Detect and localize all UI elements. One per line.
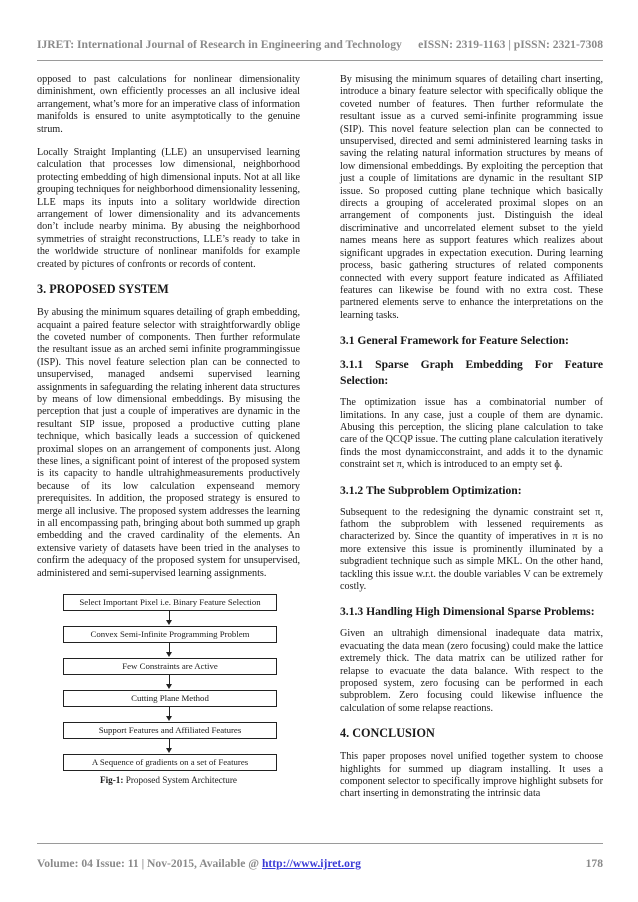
left-paragraph-2: Locally Straight Implanting (LLE) an unsupervised learning calculation that processes low dimensional, neighborhood protecting embedding of high dimensional inputs. Not at all like grouping techniques for neighborhood dimensionality lessening, LLE maps its inputs into a solitary worldwide direction arrangement of lower dimensionality and its advancements don’t include nearby minima. By abusing the neighborhood symmetries of straight reconstructions, LLE’s ready to take in the worldwide structure of nonlinear manifolds for example created by pictures of confronts or records of content. bbox=[37, 147, 300, 270]
heading-3-1: 3.1 General Framework for Feature Selection: bbox=[340, 334, 569, 348]
running-footer bbox=[37, 857, 603, 870]
footer-volume: Volume: 04 Issue: 11 | Nov-2015, Available @ bbox=[37, 857, 260, 870]
flow-box-1: Select Important Pixel i.e. Binary Feature Selection bbox=[63, 594, 277, 611]
flow-box-4: Cutting Plane Method bbox=[63, 690, 277, 707]
journal-link[interactable]: http://www.ijret.org bbox=[261, 857, 361, 870]
footer-left bbox=[37, 857, 361, 870]
journal-title: IJRET: International Journal of Research in Engineering and Technology bbox=[37, 38, 402, 51]
right-paragraph-5: This paper proposes novel unified together system to choose highlights for summed up diagram installing. It uses a component selector to specifically improve highlight subsets for chart inserting in demonstrating the intrinsic data bbox=[340, 751, 603, 800]
right-paragraph-2: The optimization issue has a combinatorial number of limitations. In any case, just a couple of them are dynamic. Abusing this perception, the slicing plane calculation to take care of the QCQP issue. The cutting plane calculation iteratively finds the most dynamicconstraint, and adds it to the dynamic constraint set π, which is introduced to an empty set ɸ. bbox=[340, 397, 603, 471]
right-paragraph-4: Given an ultrahigh dimensional inadequate data matrix, evacuating the data mean (zero focusing) could make the lattice extremely thick. The data matrix can be utilized rather for relapse to evacuate the data balance. With respect to the proposed system, zero focusing can be performed in each subproblem. Zero focusing could likewise influence the calculation of some relapse reactions. bbox=[340, 628, 603, 714]
header-rule bbox=[37, 60, 603, 61]
left-paragraph-3: By abusing the minimum squares detailing of graph embedding, acquaint a paired feature selector with straightforwardly oblige the coveted number of components. Then further reformulate the resultant issue as an arched semi infinite programmingissue (ISP). This novel feature selection plan can be connected to unsupervised, managed andsemi supervised learning assignments in safeguarding the relating inherent data structures by means of low dimensional embeddings. By misusing the perception that just a couple of imperatives are dynamic in the resultant SIP issue, proposed a productive cutting plane technique, which basically leads a succession of quickened proximal slopes on an arrangement of components just. Along these lines, a significant point of interest of the proposed system is its capacity to handle ultrahighmeasurements productively because of its low calculation expenseand memory prerequisites. In addition, the proposed strategy is ensured to merge all inclusive. The proposed system addresses the learning in all encompassing path, bringing about both summed up graph embedding and the craved cardinality of the elements. An extensive variety of datasets have been tried in the analyses to confirm the adequacy of the proposed system for unsupervised, administered and semi-supervised learning assignments. bbox=[37, 307, 300, 579]
heading-3-1-2: 3.1.2 The Subproblem Optimization: bbox=[340, 483, 522, 497]
flow-arrowhead-1 bbox=[166, 620, 172, 625]
right-paragraph-3: Subsequent to the redesigning the dynamic constraint set π, fathom the subproblem with lessened requirements as characterized by. Since the quantity of imperatives in π is no more extensive this issue is prominently illuminated by a subgradient technique such as simple MKL. On the other hand, tackling this issue w.r.t. the double variables V can be extremely costly. bbox=[340, 506, 603, 592]
issn-text: eISSN: 2319-1163 | pISSN: 2321-7308 bbox=[418, 38, 603, 51]
flow-arrowhead-4 bbox=[166, 716, 172, 721]
flow-box-3: Few Constraints are Active bbox=[63, 658, 277, 675]
section-heading-conclusion: 4. CONCLUSION bbox=[340, 726, 435, 741]
flow-arrowhead-3 bbox=[166, 684, 172, 689]
flow-box-5: Support Features and Affiliated Features bbox=[63, 722, 277, 739]
flow-box-6: A Sequence of gradients on a set of Features bbox=[63, 754, 277, 771]
heading-3-1-1: 3.1.1 Sparse Graph Embedding For Feature Selection: bbox=[340, 358, 603, 388]
figure-caption bbox=[37, 774, 300, 786]
heading-3-1-3: 3.1.3 Handling High Dimensional Sparse Problems: bbox=[340, 605, 595, 619]
figure-caption-text: Proposed System Architecture bbox=[125, 775, 238, 786]
section-heading-proposed-system: 3. PROPOSED SYSTEM bbox=[37, 282, 169, 297]
flow-box-2: Convex Semi-Infinite Programming Problem bbox=[63, 626, 277, 643]
page-number: 178 bbox=[585, 857, 603, 870]
figure-caption-label: Fig-1: bbox=[99, 775, 124, 786]
left-column bbox=[37, 74, 300, 794]
right-column bbox=[340, 74, 603, 812]
footer-rule bbox=[37, 843, 603, 844]
flow-arrowhead-5 bbox=[166, 748, 172, 753]
right-paragraph-1: By misusing the minimum squares of detailing chart inserting, introduce a binary feature selector with specifically oblique the coveted number of features. Then further reformulate the resultant issue as a curved semi-infinite programming issue (SIP). This novel feature selection plan can be connected to unsupervised, directed and semi administered learning tasks in saving the relating natural information structures by means of low dimensional embeddings. By exploiting the perception that just a couple of limitations are dynamic in the resultant SIP issue. So proposed cutting plane technique which basically directs a grouping of accelerated proximal slopes on an arrangement of components just. Distinguish the ideal discriminative and uncorrelated element subset to the yield names means here as support features which realizes about significant upgrades in expectation execution. During learning process, basic gathering structures of related components connected with every support feature indicated as Affiliated features can likewise be found with no extra cost. These partnered elements serve to enhance the interpretations on the learning tasks. bbox=[340, 74, 603, 321]
left-paragraph-1: opposed to past calculations for nonlinear dimensionality diminishment, own efficiently processes an all inclusive ideal arrangement, what’s more for an imperative class of information manifolds is ensured to unite asymptotically to the genuine strum. bbox=[37, 74, 300, 135]
figure-flowchart bbox=[37, 594, 300, 794]
flow-arrowhead-2 bbox=[166, 652, 172, 657]
running-header bbox=[37, 38, 603, 51]
